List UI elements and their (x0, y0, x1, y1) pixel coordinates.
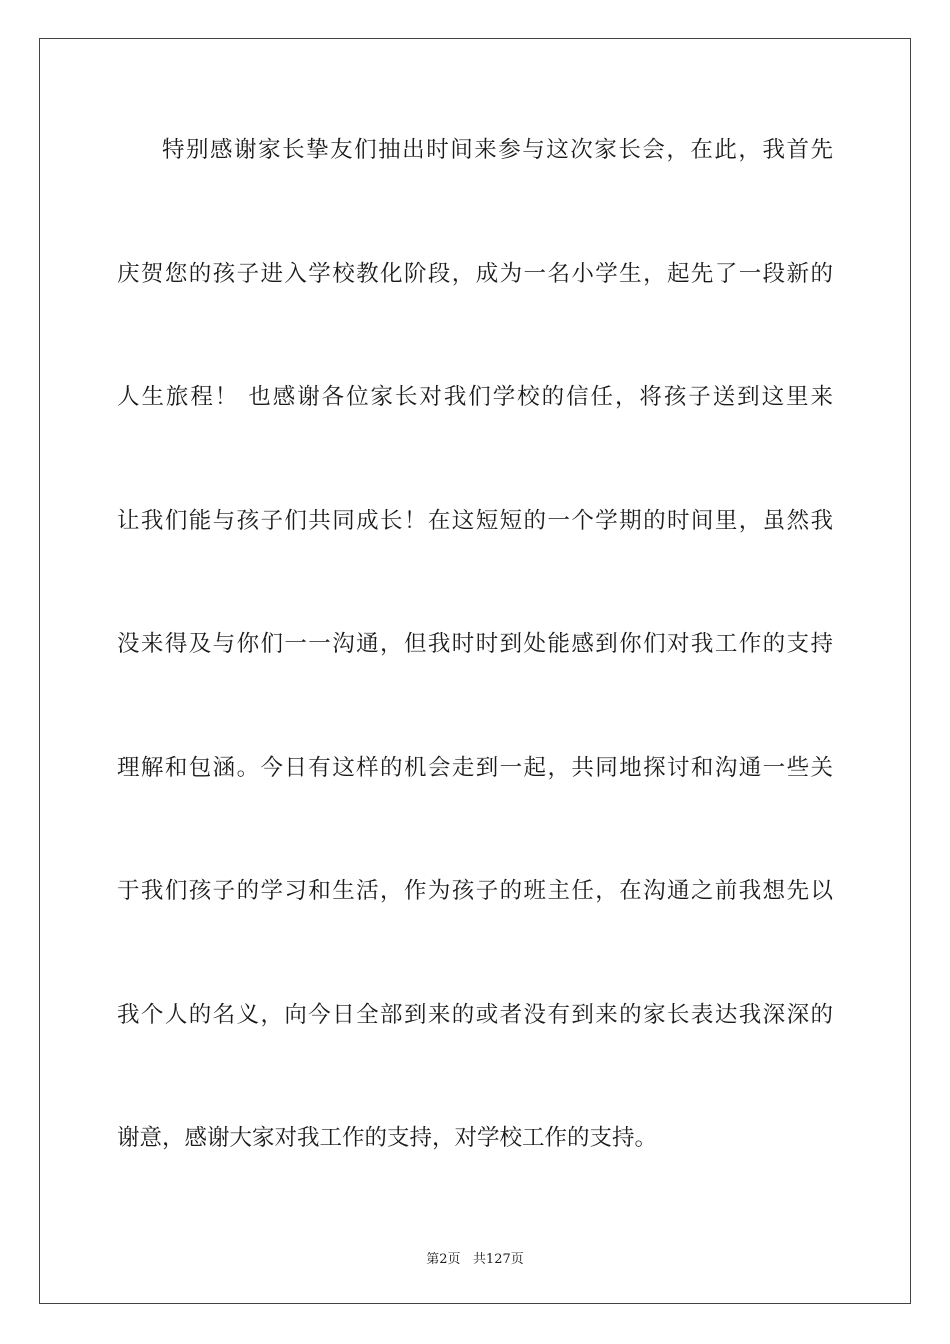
document-body (117, 128, 833, 1240)
paragraph-line: 我个人的名义，向今日全部到来的或者没有到来的家长表达我深深的 (117, 1001, 833, 1028)
paragraph-line: 谢意，感谢大家对我工作的支持，对学校工作的支持。 (117, 1125, 658, 1151)
paragraph-line: 特别感谢家长挚友们抽出时间来参与这次家长会，在此，我首先 (162, 137, 833, 163)
paragraph-line: 让我们能与孩子们共同成长！在这短短的一个学期的时间里，虽然我 (117, 507, 833, 534)
paragraph-line: 于我们孩子的学习和生活，作为孩子的班主任，在沟通之前我想先以 (117, 878, 833, 904)
paragraph-line: 理解和包涵。今日有这样的机会走到一起，共同地探讨和沟通一些关 (117, 754, 833, 781)
paragraph-line: 庆贺您的孩子进入学校教化阶段，成为一名小学生，起先了一段新的 (117, 260, 833, 287)
page-number-footer: 第2页 共127页 (426, 1252, 524, 1267)
paragraph-line: 人生旅程！ 也感谢各位家长对我们学校的信任，将孩子送到这里来 (117, 384, 833, 410)
paragraph-line: 没来得及与你们一一沟通，但我时时到处能感到你们对我工作的支持 (117, 631, 833, 657)
